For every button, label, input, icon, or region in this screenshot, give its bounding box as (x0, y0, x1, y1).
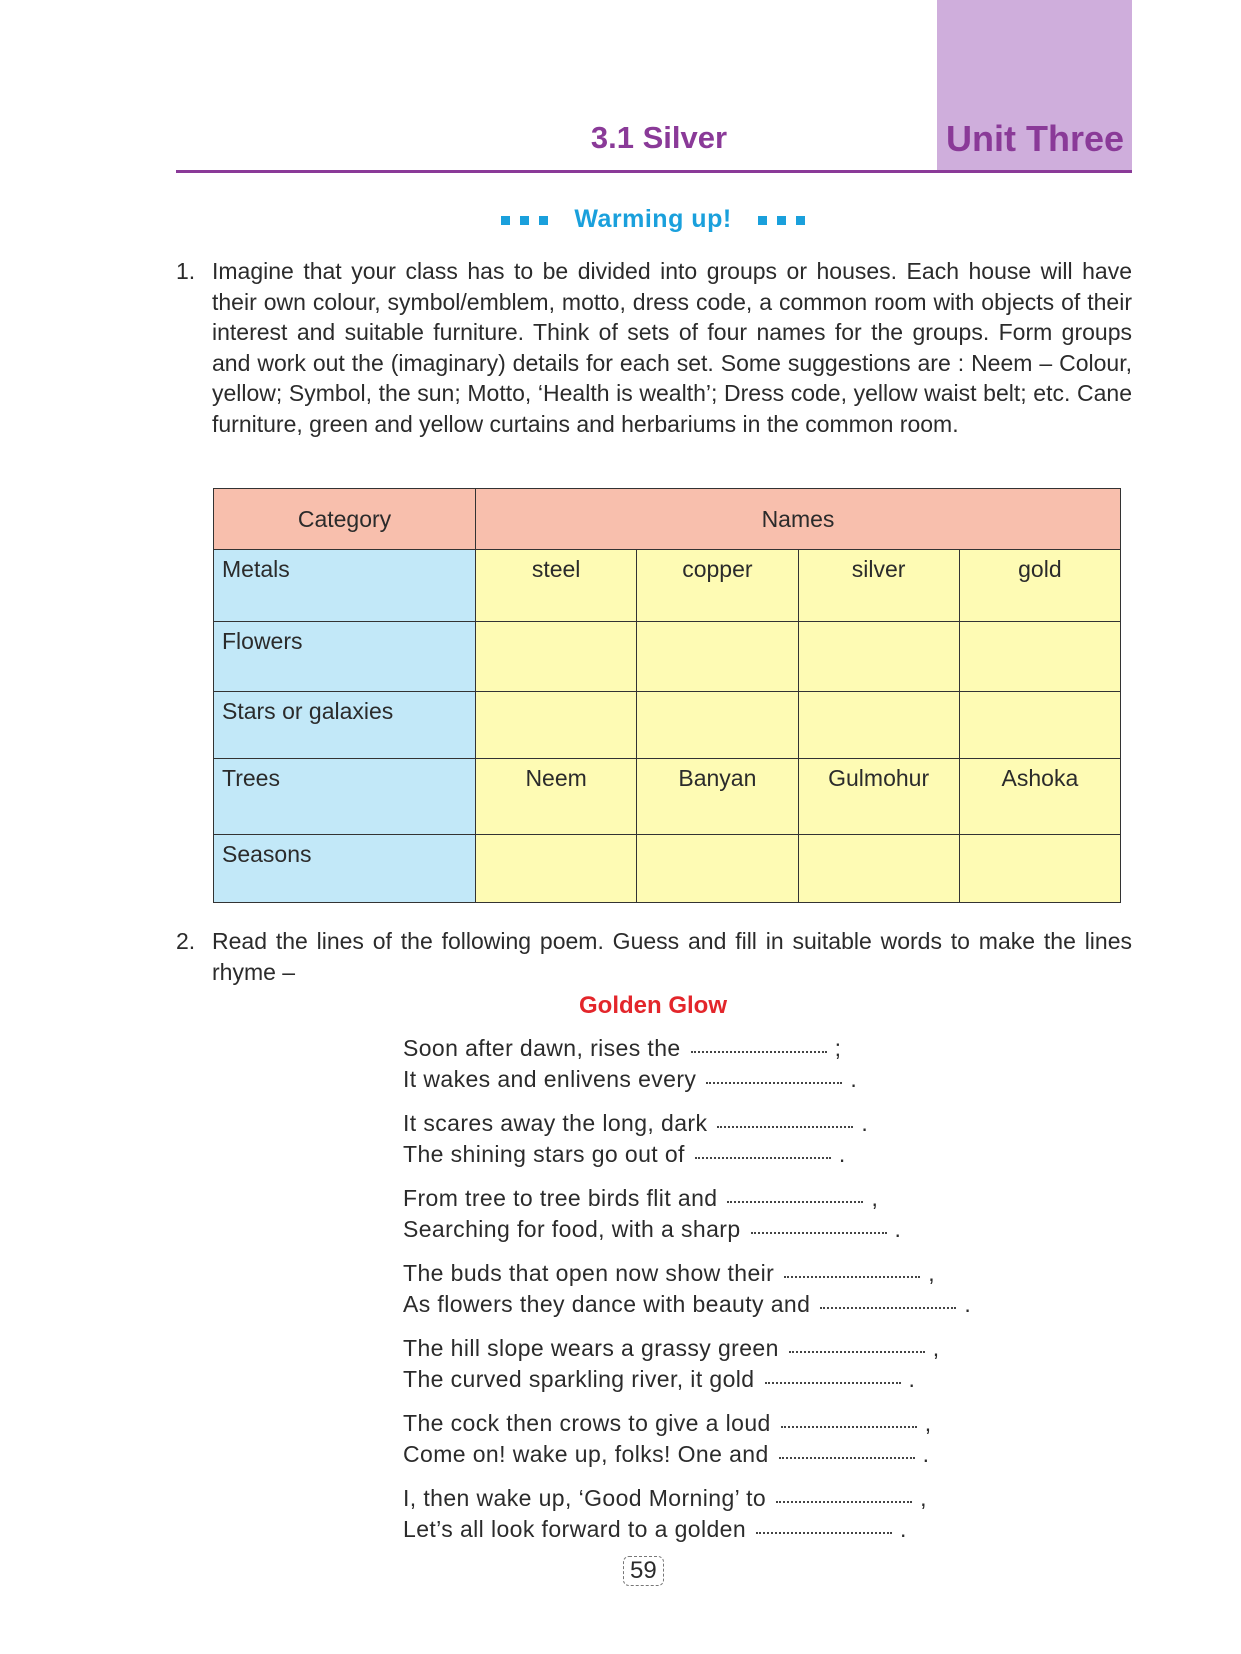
line-text: From tree to tree birds flit and (403, 1185, 718, 1211)
name-cell[interactable] (637, 622, 798, 692)
poem-line (403, 1064, 1103, 1095)
question-number: 2. (176, 928, 196, 954)
name-cell[interactable]: Neem (476, 759, 637, 835)
category-cell: Trees (214, 759, 476, 835)
blank-field[interactable] (695, 1153, 831, 1159)
table-row (214, 835, 1121, 903)
blank-field[interactable] (789, 1347, 925, 1353)
stanza (403, 1033, 1103, 1095)
blank-field[interactable] (784, 1272, 920, 1278)
table-row (214, 622, 1121, 692)
square-bullet-icon (539, 216, 548, 225)
blank-field[interactable] (776, 1497, 912, 1503)
chapter-title: 3.1 Silver (590, 120, 728, 155)
stanza (403, 1108, 1103, 1170)
poem-line (403, 1289, 1103, 1320)
line-text: The shining stars go out of (403, 1141, 685, 1167)
table-row (214, 759, 1121, 835)
page-number: 59 (623, 1556, 664, 1586)
line-punctuation: . (838, 1141, 846, 1167)
line-punctuation: , (920, 1485, 927, 1511)
column-header-names: Names (476, 489, 1121, 550)
blank-field[interactable] (691, 1047, 827, 1053)
line-punctuation: . (894, 1216, 902, 1242)
line-text: Searching for food, with a sharp (403, 1216, 741, 1242)
square-bullet-icon (796, 216, 805, 225)
poem-line (403, 1258, 1103, 1289)
name-cell[interactable]: steel (476, 550, 637, 622)
line-punctuation: . (861, 1110, 869, 1136)
poem-line (403, 1183, 1103, 1214)
line-text: The buds that open now show their (403, 1260, 775, 1286)
blank-field[interactable] (820, 1303, 956, 1309)
line-punctuation: . (908, 1366, 916, 1392)
question-text: Imagine that your class has to be divided into groups or houses. Each house will have their own colour, symbol/emblem, motto, dress code, a common room with objects of their interest and suitable furniture. Think of sets of four names for the groups. Form groups and work out the (imaginary) details for each set. Some suggestions are : Neem – Colour, yellow; Symbol, the sun; Motto, ‘Health is wealth’; Dress code, yellow waist belt; etc. Cane furniture, green and yellow curtains and herbariums in the common room. (212, 258, 1132, 437)
blank-field[interactable] (765, 1378, 901, 1384)
stanza (403, 1333, 1103, 1395)
poem-line (403, 1108, 1103, 1139)
poem-line (403, 1364, 1103, 1395)
square-bullet-icon (758, 216, 767, 225)
square-bullet-icon (777, 216, 786, 225)
name-cell[interactable] (637, 835, 798, 903)
name-cell[interactable] (959, 692, 1120, 759)
poem-line (403, 1333, 1103, 1364)
name-cell[interactable] (798, 692, 959, 759)
stanza (403, 1408, 1103, 1470)
name-cell[interactable] (798, 622, 959, 692)
poem-line (403, 1139, 1103, 1170)
name-cell[interactable] (476, 622, 637, 692)
line-text: As flowers they dance with beauty and (403, 1291, 811, 1317)
house-names-table (213, 488, 1121, 903)
question-1 (176, 256, 1132, 439)
name-cell[interactable]: Gulmohur (798, 759, 959, 835)
blank-field[interactable] (717, 1122, 853, 1128)
poem-line (403, 1408, 1103, 1439)
line-punctuation: , (932, 1335, 940, 1361)
line-text: Come on! wake up, folks! One and (403, 1441, 769, 1467)
square-bullet-icon (520, 216, 529, 225)
name-cell[interactable] (476, 692, 637, 759)
line-text: Let’s all look forward to a golden (403, 1516, 747, 1542)
name-cell[interactable]: copper (637, 550, 798, 622)
line-text: The hill slope wears a grassy green (403, 1335, 779, 1361)
square-bullet-icon (501, 216, 510, 225)
name-cell[interactable] (476, 835, 637, 903)
warming-up-label: Warming up! (574, 205, 732, 233)
table-row (214, 550, 1121, 622)
blank-field[interactable] (781, 1422, 917, 1428)
poem-line (403, 1514, 1103, 1545)
name-cell[interactable]: gold (959, 550, 1120, 622)
warming-up-heading (0, 205, 1241, 234)
poem-line (403, 1483, 1103, 1514)
poem (403, 1033, 1103, 1558)
line-text: I, then wake up, ‘Good Morning’ to (403, 1485, 767, 1511)
stanza (403, 1183, 1103, 1245)
category-cell: Metals (214, 550, 476, 622)
line-punctuation: ; (834, 1035, 842, 1061)
line-text: The cock then crows to give a loud (403, 1410, 771, 1436)
name-cell[interactable]: silver (798, 550, 959, 622)
name-cell[interactable]: Ashoka (959, 759, 1120, 835)
line-punctuation: . (922, 1441, 930, 1467)
blank-field[interactable] (706, 1078, 842, 1084)
question-text: Read the lines of the following poem. Guess and fill in suitable words to make the lines rhyme – (212, 928, 1132, 985)
line-text: It wakes and enlivens every (403, 1066, 697, 1092)
line-text: It scares away the long, dark (403, 1110, 708, 1136)
line-punctuation: . (850, 1066, 858, 1092)
column-header-category: Category (214, 489, 476, 550)
poem-line (403, 1033, 1103, 1064)
category-cell: Stars or galaxies (214, 692, 476, 759)
blank-field[interactable] (756, 1528, 892, 1534)
name-cell[interactable] (959, 835, 1120, 903)
line-text: The curved sparkling river, it gold (403, 1366, 755, 1392)
name-cell[interactable]: Banyan (637, 759, 798, 835)
header-divider (176, 170, 1132, 173)
name-cell[interactable] (959, 622, 1120, 692)
line-punctuation: , (924, 1410, 932, 1436)
category-cell: Seasons (214, 835, 476, 903)
question-number: 1. (176, 258, 196, 284)
blank-field[interactable] (727, 1197, 863, 1203)
table-row (214, 692, 1121, 759)
stanza (403, 1258, 1103, 1320)
blank-field[interactable] (779, 1453, 915, 1459)
stanza (403, 1483, 1103, 1545)
name-cell[interactable] (637, 692, 798, 759)
blank-field[interactable] (751, 1228, 887, 1234)
line-punctuation: , (871, 1185, 879, 1211)
name-cell[interactable] (798, 835, 959, 903)
poem-line (403, 1214, 1103, 1245)
question-2 (176, 926, 1132, 987)
poem-line (403, 1439, 1103, 1470)
line-text: Soon after dawn, rises the (403, 1035, 681, 1061)
unit-title: Unit Three (945, 118, 1124, 159)
line-punctuation: . (900, 1516, 907, 1542)
poem-title: Golden Glow (579, 992, 727, 1019)
category-cell: Flowers (214, 622, 476, 692)
line-punctuation: , (928, 1260, 936, 1286)
line-punctuation: . (964, 1291, 972, 1317)
table-header-row (214, 489, 1121, 550)
